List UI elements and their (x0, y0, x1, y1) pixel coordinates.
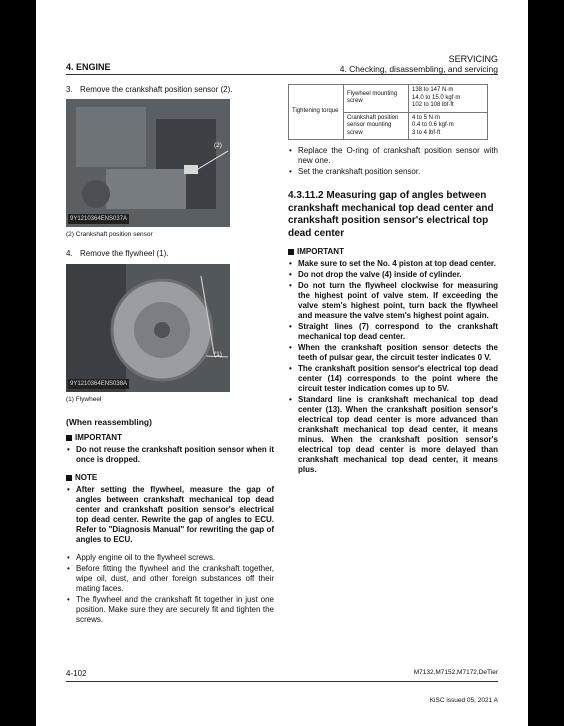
list-item: • When the crankshaft position sensor detects the teeth of pulsar gear, the circuit tester indicates 0 V. (288, 343, 498, 363)
page-number: 4-102 (66, 669, 87, 678)
square-icon (66, 435, 72, 441)
caption: (2) Crankshaft position sensor (66, 231, 153, 238)
flywheel-photo (66, 264, 230, 392)
list-item: • Standard line is crankshaft mechanical top dead center (13). When the crankshaft position sensor's electrical top dead center is more advanced than crankshaft mechanical top dead center, it means minus. When the crankshaft position sensor's electrical top dead center is more delayed than crankshaft mechanical top dead center, it means plus. (288, 395, 498, 475)
important-list (288, 259, 498, 475)
list-item: • Apply engine oil to the flywheel screws. (66, 553, 274, 563)
model-list: M7132,M7152,M7172,DeTier (413, 669, 498, 676)
square-icon (288, 249, 294, 255)
list-item: • Straight lines (7) correspond to the crankshaft mechanical top dead center. (288, 322, 498, 342)
square-icon (66, 475, 72, 481)
list-item: • Before fitting the flywheel and the crankshaft together, wipe oil, dust, and other foreign substances off their mating faces. (66, 564, 274, 594)
callout-1: (1) (214, 351, 222, 358)
list-item: • The crankshaft position sensor's electrical top dead center (14) corresponds to the point where the circuit tester indication comes up to 5V. (288, 364, 498, 394)
procedure-list (66, 553, 274, 625)
right-column (288, 84, 498, 476)
note-label: NOTE (66, 473, 274, 483)
subsection-title: 4. Checking, disassembling, and servicing (339, 64, 498, 74)
procedure-list (288, 146, 498, 177)
footer-rule (66, 681, 498, 682)
list-item: • Make sure to set the No. 4 piston at top dead center. (288, 259, 498, 269)
important-label: IMPORTANT (66, 433, 274, 443)
torque-table (288, 84, 488, 140)
list-item: • After setting the flywheel, measure the gap of angles between crankshaft mechanical top dead center and crankshaft position sensor's electrical top dead center. Rewrite the gap of angles to ECU. Refer to "Diagnosis Manual" for rewriting the gap of angles to ECU. (66, 485, 274, 545)
important-list (66, 445, 274, 465)
flywheel-illustration (66, 264, 230, 392)
callout-2: (2) (214, 142, 222, 149)
table-cell: 4 to 5 N·m 0.4 to 0.6 kgf·m 3 to 4 lbf·ft (409, 112, 488, 140)
section-heading: 4.3.11.2 Measuring gap of angles between crankshaft mechanical top dead center and crankshaft position sensor's electrical top dead center (288, 190, 494, 239)
image-id: 9Y1210364ENS037A (70, 216, 128, 222)
table-cell: 138 to 147 N·m 14.0 to 15.0 kgf·m 102 to 108 lbf·ft (409, 85, 488, 113)
table-cell: Flywheel mounting screw (344, 85, 409, 113)
list-item: • Do not reuse the crankshaft position sensor when it once is dropped. (66, 445, 274, 465)
table-cell: Crankshaft position sensor mounting screw (344, 112, 409, 140)
reassembling-heading: (When reassembling) (66, 417, 152, 427)
step-3: 3. Remove the crankshaft position sensor (2). (66, 85, 233, 94)
chapter-title: 4. ENGINE (66, 62, 111, 72)
list-item: • Replace the O-ring of crankshaft position sensor with new one. (288, 146, 498, 166)
list-item: • Do not drop the valve (4) inside of cylinder. (288, 270, 498, 280)
note-list (66, 485, 274, 545)
manual-page (36, 0, 528, 726)
header-rule (66, 74, 498, 75)
list-item: • Do not turn the flywheel clockwise for measuring the highest point of valve stem. If exceeding the valve stem's highest point, turn back the flywheel and measure the valve stem's highest point again. (288, 281, 498, 321)
issue-info: KiSC issued 05, 2021 A (429, 697, 498, 704)
left-column (66, 85, 274, 626)
list-item: • The flywheel and the crankshaft fit together in just one position. Make sure they are securely fit and tighten the screws. (66, 595, 274, 625)
list-item: • Set the crankshaft position sensor. (288, 167, 498, 177)
sensor-photo (66, 99, 230, 227)
engine-block-illustration (66, 99, 230, 227)
important-label: IMPORTANT (288, 247, 498, 257)
caption: (1) Flywheel (66, 396, 102, 403)
torque-label: Tightening torque (289, 85, 344, 140)
image-id: 9Y1210364ENS038A (70, 381, 128, 387)
step-4: 4. Remove the flywheel (1). (66, 249, 169, 258)
section-title: SERVICING (448, 54, 498, 64)
